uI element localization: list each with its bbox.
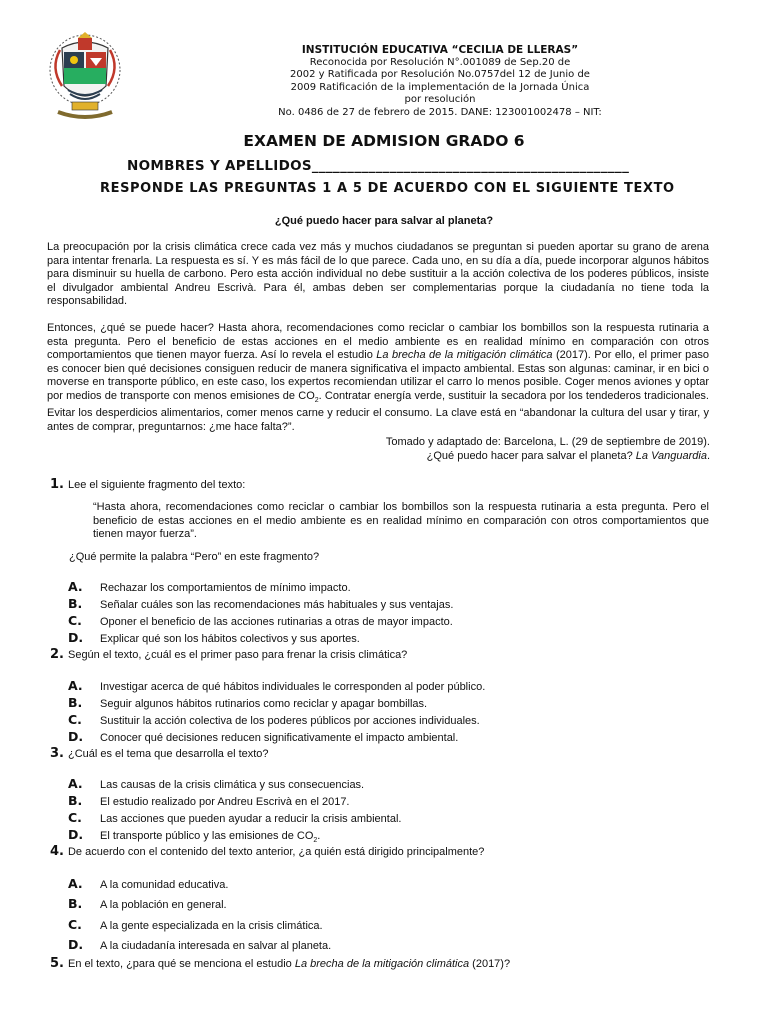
option-4d[interactable]: D. A la ciudadanía interesada en salvar al planeta. [68, 937, 332, 952]
option-4a[interactable]: A. A la comunidad educativa. [68, 876, 229, 891]
paragraph-1: La preocupación por la crisis climática crece cada vez más y muchos ciudadanos se preguntan si pueden aportar su grano de arena para intentar frenarla. La respuesta es sí. Y es más fácil de lo que parece. Cada uno, en su día a día, puede incorporar algunos hábitos para disminuir su huella de carbono. Pero esta acción individual no debe sustituir a la acción colectiva de los poderes públicos, insiste el divulgador ambiental Andreu Escrivà. Para él, ambas deben ser complementarias porque la ciudadanía no tiene toda la responsabilidad. [47, 241, 709, 307]
option-1a[interactable]: A. Rechazar los comportamientos de mínimo impacto. [68, 579, 351, 594]
option-2b[interactable]: B. Seguir algunos hábitos rutinarios como reciclar y apagar bombillas. [68, 695, 428, 710]
question-1-text: ¿Qué permite la palabra “Pero” en este fragmento? [69, 551, 320, 563]
option-4b[interactable]: B. A la población en general. [68, 896, 227, 911]
header-line: Reconocida por Resolución N°.001089 de Sep.20 de [309, 56, 571, 68]
paragraph-2: Entonces, ¿qué se puede hacer? Hasta ahora, recomendaciones como reciclar o cambiar los bombillos son la respuesta rutinaria a esta pregunta. Pero el beneficio de estas acciones en el medio ambiente es en realidad mínimo en comparación con otros comportamientos que tienen mayor fuerza. Así lo revela el estudio La brecha de la mitigación climática (2017). Por ello, el primer paso es conocer bien qué decisiones consiguen reducir de manera significativa el impacto ambiental. Estas son algunas: caminar, ir en bici o moverse en transporte público, en este caso, los expertos recomiendan utilizar el carro lo menos posible. Coger menos aviones y optar por medios de transporte con menos emisiones de $CO_2$. Contratar energía verde, sustituir la secadora por los tendederos tradicionales. Evitar los desperdicios alimentarios, comer menos carne y reducir el consumo. La clave está en “abandonar la cultura del usar y tirar, y antes de comprar, preguntarnos: ¿me hace falta?”. [47, 322, 709, 433]
question-5: 5. En el texto, ¿para qué se menciona el estudio La brecha de la mitigación climática (2017)? [50, 956, 511, 971]
option-2c[interactable]: C. Sustituir la acción colectiva de los poderes públicos por acciones individuales. [68, 712, 480, 727]
instruction-heading: RESPONDE LAS PREGUNTAS 1 A 5 DE ACUERDO CON EL SIGUIENTE TEXTO [100, 181, 675, 196]
header-line: por resolución [404, 94, 476, 106]
text-title: ¿Qué puedo hacer para salvar al planeta? [274, 215, 494, 227]
option-3d[interactable]: D. El transporte público y las emisiones de $CO_2$. [68, 827, 321, 845]
header-line: 2002 y Ratificada por Resolución No.0757del 12 de Junio de [290, 69, 590, 81]
option-2a[interactable]: A. Investigar acerca de qué hábitos individuales le corresponden al poder público. [68, 678, 486, 693]
option-3a[interactable]: A. Las causas de la crisis climática y sus consecuencias. [68, 776, 365, 791]
option-4c[interactable]: C. A la gente especializada en la crisis climática. [68, 917, 323, 932]
names-field: NOMBRES Y APELLIDOS_____________________________________________ [127, 158, 630, 174]
question-1-quote: “Hasta ahora, recomendaciones como reciclar o cambiar los bombillos son la respuesta rutinaria a esta pregunta. Pero el beneficio de estas acciones en el medio ambiente es en realidad mínimo en comparación con otros comportamientos que tienen mayor fuerza”. [93, 501, 709, 540]
option-3c[interactable]: C. Las acciones que pueden ayudar a reducir la crisis ambiental. [68, 810, 402, 825]
question-3: 3. ¿Cuál es el tema que desarrolla el texto? [50, 746, 269, 761]
question-2: 2. Según el texto, ¿cuál es el primer paso para frenar la crisis climática? [50, 647, 408, 662]
option-3b[interactable]: B. El estudio realizado por Andreu Escrivà en el 2017. [68, 793, 350, 808]
question-1: 1. Lee el siguiente fragmento del texto: [50, 477, 246, 492]
source-citation: Tomado y adaptado de: Barcelona, L. (29 de septiembre de 2019). ¿Qué puedo hacer para salvar el planeta? La Vanguardia. [385, 436, 710, 462]
school-crest-logo [40, 28, 130, 128]
option-1b[interactable]: B. Señalar cuáles son las recomendaciones más habituales y sus ventajas. [68, 596, 454, 611]
question-4: 4. De acuerdo con el contenido del texto anterior, ¿a quién está dirigido principalmente? [50, 844, 485, 859]
exam-title: EXAMEN DE ADMISION GRADO 6 [243, 132, 525, 150]
school-name: INSTITUCIÓN EDUCATIVA “CECILIA DE LLERAS” [301, 44, 579, 56]
header-line: No. 0486 de 27 de febrero de 2015. DANE: 123001002478 – NIT: [278, 106, 602, 118]
header-line: 2009 Ratificación de la implementación de la Jornada Única [290, 81, 590, 93]
option-2d[interactable]: D. Conocer qué decisiones reducen significativamente el impacto ambiental. [68, 729, 459, 744]
institution-header [255, 44, 625, 120]
option-1c[interactable]: C. Oponer el beneficio de las acciones rutinarias a otras de mayor impacto. [68, 613, 453, 628]
option-1d[interactable]: D. Explicar qué son los hábitos colectivos y sus aportes. [68, 630, 360, 645]
study-title: La brecha de la mitigación climática [376, 349, 553, 361]
